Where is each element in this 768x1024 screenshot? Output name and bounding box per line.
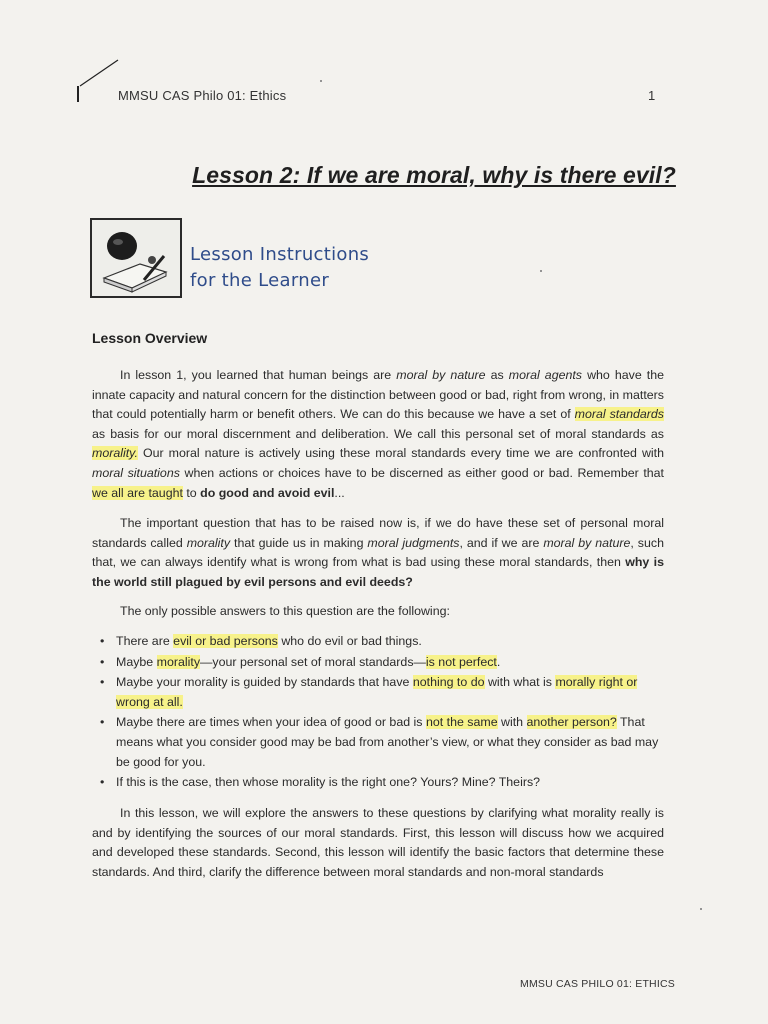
highlighted-run: evil or bad persons [173, 634, 278, 648]
overview-paragraph-2 [92, 514, 664, 592]
text-run: . [496, 654, 501, 669]
italic-run: moral by nature [543, 535, 631, 550]
text-run: Maybe your morality is guided by standards that have [116, 675, 413, 690]
text-run: That means what you consider good may be bad from another’s view, or what they consider as bad may be good for you. [116, 715, 659, 769]
highlighted-run: another person? [526, 715, 617, 730]
italic-run: moral agents [508, 368, 583, 382]
page-number: 1 [648, 88, 656, 103]
highlighted-run: not the same [425, 715, 498, 730]
answers-list [92, 632, 664, 794]
instructions-line-1: Lesson Instructions [190, 244, 370, 265]
globe-icon [92, 220, 180, 296]
overview-paragraph-3: The only possible answers to this question are the following: [120, 604, 450, 618]
lesson-title: Lesson 2: If we are moral, why is there evil? [192, 162, 676, 188]
text-run: to [182, 485, 201, 500]
text-run: Maybe [116, 654, 157, 669]
text-run: There are [116, 634, 174, 648]
running-header: MMSU CAS Philo 01: Ethics [118, 88, 287, 103]
bold-run: do good and avoid evil [200, 485, 335, 500]
text-run: as [485, 368, 509, 382]
overview-paragraph-1 [92, 366, 664, 503]
text-run: Our moral nature is actively using these moral standards every time we are confronted with [137, 446, 664, 461]
text-run: , and if we are [459, 535, 544, 550]
italic-run: moral situations [92, 465, 180, 480]
text-run: ... [334, 485, 345, 500]
text-run: with [497, 715, 527, 730]
highlighted-run: we all are taught [92, 485, 183, 500]
text-run: that guide us in making [230, 535, 368, 550]
instructions-line-2: for the Learner [190, 270, 330, 291]
list-item: • If this is the case, then whose morality is the right one? Yours? Mine? Theirs? [100, 775, 541, 790]
text-run: In lesson 1, you learned that human beings are [120, 368, 397, 382]
text-run: —your personal set of moral standards— [200, 654, 426, 669]
running-footer: MMSU CAS PHILO 01: ETHICS [520, 978, 675, 990]
italic-run: moral by nature [396, 368, 486, 382]
highlighted-run: moral standards [574, 407, 664, 422]
instructions-illustration [90, 218, 182, 298]
highlighted-run: morally right or wrong at all. [116, 675, 638, 709]
highlighted-run: is not perfect [425, 654, 497, 669]
scan-speck [700, 908, 702, 910]
list-item: • Maybe morality—your personal set of moral standards—is not perfect. [100, 654, 501, 669]
italic-run: morality [186, 535, 231, 550]
highlighted-run: morality [156, 654, 201, 669]
text-run: who have the innate capacity and natural concern for the distinction between good or bad, right from wrong, in matters that could potentially harm or benefit others. We can do this because we have a set of [92, 368, 664, 422]
highlighted-run: morality. [92, 446, 138, 461]
instructions-heading [190, 242, 369, 294]
bold-run: why is the world still plagued by evil persons and evil deeds? [92, 555, 664, 589]
overview-paragraph-4: In this lesson, we will explore the answers to these questions by clarifying what morality really is and by identifying the sources of our moral standards. First, this lesson will discuss how we acquired and developed these standards. Second, this lesson will identify the basic factors that determine these standards. And third, clarify the difference between moral standards and non-moral standards [92, 806, 664, 879]
section-heading: Lesson Overview [92, 330, 208, 346]
text-run: with what is [484, 675, 556, 690]
text-run: If this is the case, then whose morality is the right one? Yours? Mine? Theirs? [116, 775, 541, 790]
scan-speck [320, 80, 322, 82]
text-run: Maybe there are times when your idea of good or bad is [116, 715, 426, 730]
highlighted-run: nothing to do [412, 675, 485, 690]
text-run: , such that, we can always identify what is wrong from what is bad using these moral standards, then [92, 535, 664, 570]
scan-speck [540, 270, 542, 272]
text-run: The important question that has to be raised now is, if we do have these set of personal moral standards called [92, 516, 664, 550]
list-item: • There are evil or bad persons who do evil or bad things. [100, 634, 422, 648]
text-run: when actions or choices have to be discerned as either good or bad. Remember that [179, 465, 665, 480]
text-run: who do evil or bad things. [277, 634, 422, 648]
list-item: • Maybe your morality is guided by standards that have nothing to do with what is morally right or wrong at all. [100, 675, 638, 709]
text-run: as basis for our moral discernment and deliberation. We call this personal set of moral standards as [92, 426, 664, 441]
list-item: • Maybe there are times when your idea of good or bad is not the same with another person? That means what you consider good may be bad from another’s view, or what they consider as bad may be good for you. [100, 715, 659, 769]
italic-run: moral judgments [367, 535, 460, 550]
